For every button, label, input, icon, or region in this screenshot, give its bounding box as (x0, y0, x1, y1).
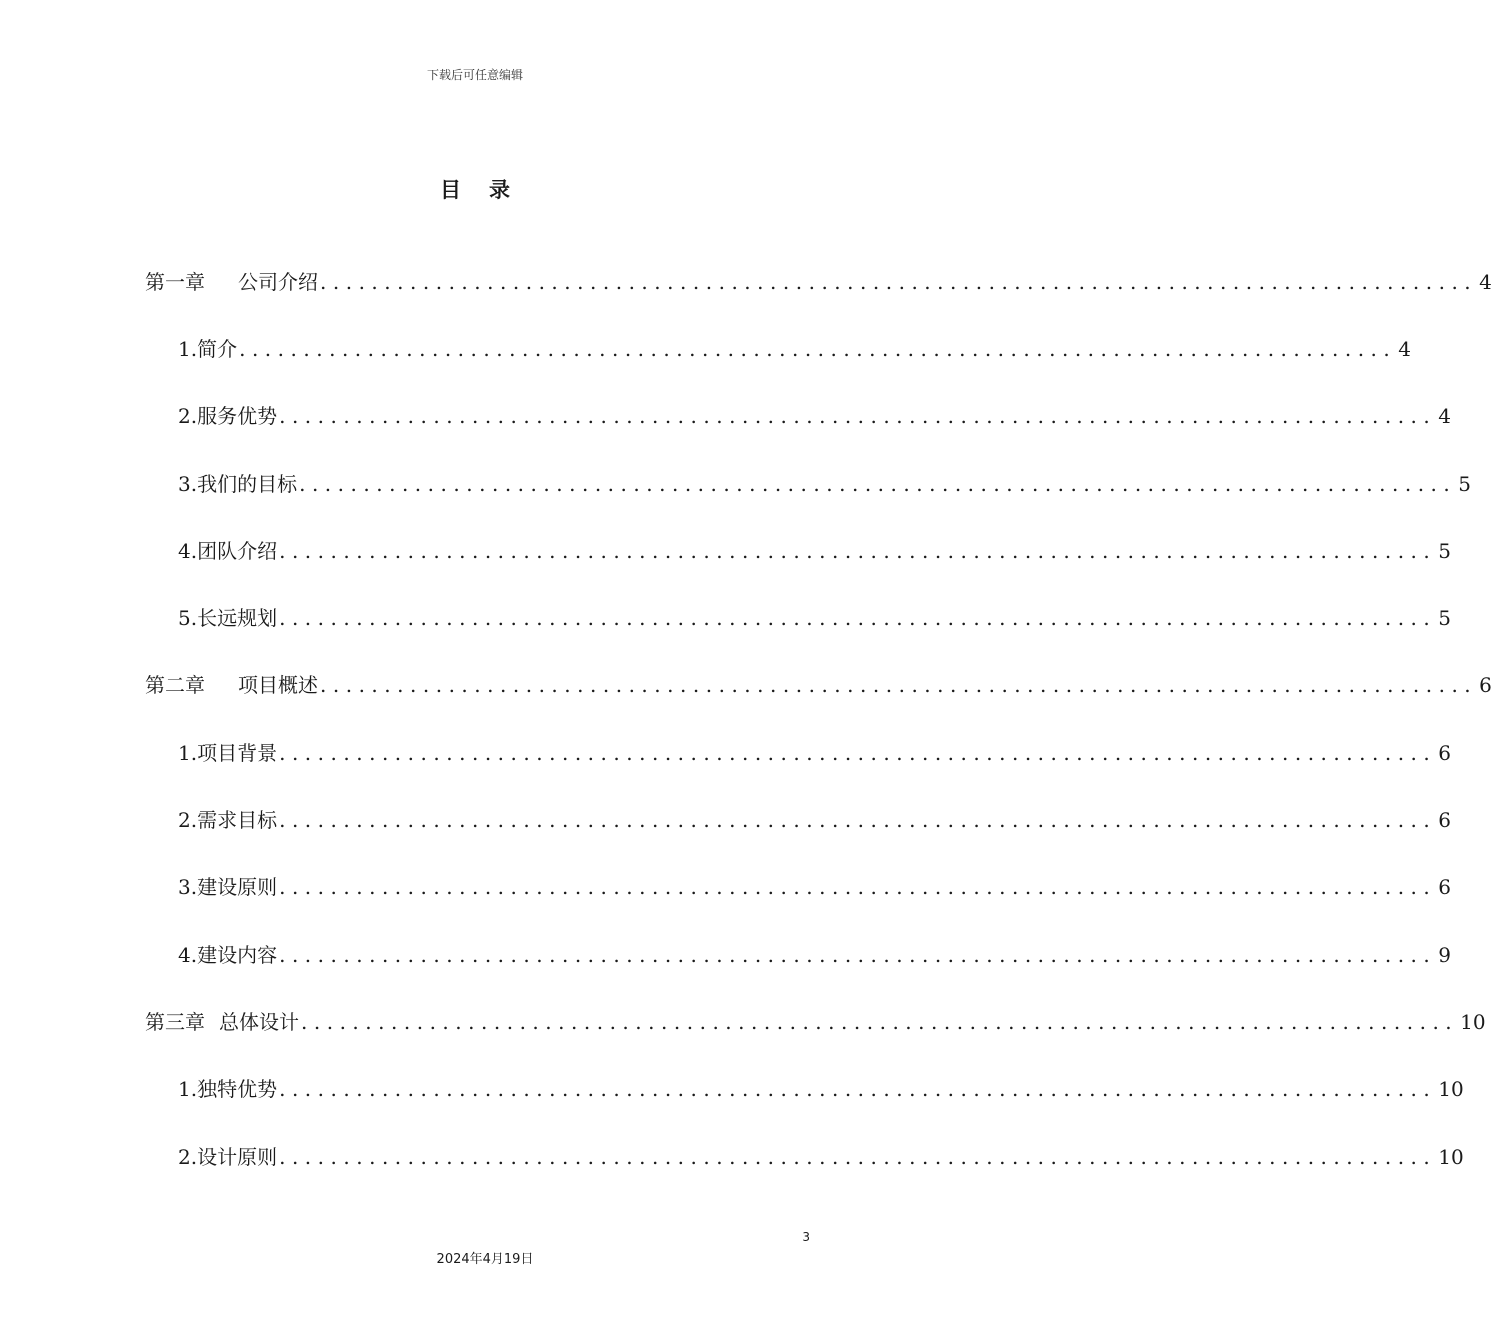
toc-label: 简介 (197, 336, 238, 361)
dot-leader: .......................................................................................... (279, 606, 1437, 631)
dot-leader: .......................................................................................... (301, 1009, 1459, 1034)
header-note: 下载后可任意编辑 (426, 68, 523, 82)
toc-chapter-2[interactable] (145, 652, 1492, 719)
section-number: 3. (178, 875, 198, 900)
dot-leader: .......................................................................................... (299, 471, 1457, 496)
toc-page-number: 4 (1479, 269, 1492, 294)
table-of-contents (145, 248, 1492, 1190)
footer-date: 2024年4月19日 (436, 1252, 534, 1267)
toc-label: 总体设计 (219, 1009, 299, 1034)
dot-leader: .......................................................................................... (279, 538, 1437, 563)
section-number: 2. (178, 1144, 198, 1169)
toc-label: 项目概述 (238, 673, 318, 698)
dot-leader: .......................................................................................... (279, 808, 1437, 833)
toc-page-number: 4 (1398, 336, 1411, 361)
toc-chapter-3[interactable] (145, 988, 1486, 1055)
toc-section[interactable] (145, 786, 1451, 853)
toc-section[interactable] (145, 921, 1451, 988)
dot-leader: .......................................................................................... (320, 269, 1478, 294)
toc-section[interactable] (145, 383, 1451, 450)
dot-leader: .......................................................................................... (279, 1144, 1437, 1169)
dot-leader: .......................................................................................... (279, 1077, 1437, 1102)
toc-label: 团队介绍 (197, 538, 278, 563)
toc-label: 设计原则 (197, 1144, 278, 1169)
toc-page-number: 6 (1438, 808, 1451, 833)
dot-leader: .......................................................................................... (279, 404, 1437, 429)
toc-label: 需求目标 (197, 808, 278, 833)
toc-page-number: 5 (1458, 471, 1471, 496)
dot-leader: .......................................................................................... (279, 875, 1437, 900)
dot-leader: .......................................................................................... (320, 673, 1478, 698)
toc-page-number: 10 (1460, 1009, 1486, 1034)
chapter-number: 第二章 (145, 673, 205, 698)
toc-page-number: 4 (1438, 404, 1451, 429)
section-number: 2. (178, 404, 198, 429)
toc-label: 我们的目标 (197, 471, 298, 496)
toc-page-number: 5 (1438, 606, 1451, 631)
dot-leader: .......................................................................................... (279, 740, 1437, 765)
toc-chapter-1[interactable] (145, 248, 1492, 315)
toc-section[interactable] (145, 1123, 1464, 1190)
section-number: 2. (178, 808, 198, 833)
toc-label: 长远规划 (197, 606, 278, 631)
toc-page-number: 6 (1479, 673, 1492, 698)
section-number: 4. (178, 942, 198, 967)
toc-page-number: 9 (1438, 942, 1451, 967)
toc-section[interactable] (145, 450, 1471, 517)
section-number: 3. (178, 471, 198, 496)
section-number: 1. (178, 740, 198, 765)
toc-section[interactable] (145, 315, 1411, 382)
dot-leader: .......................................................................................... (239, 336, 1397, 361)
toc-section[interactable] (145, 719, 1451, 786)
page-number: 3 (802, 1230, 810, 1244)
toc-page-number: 6 (1438, 875, 1451, 900)
chapter-number: 第一章 (145, 269, 205, 294)
toc-label: 建设原则 (197, 875, 278, 900)
toc-label: 公司介绍 (238, 269, 318, 294)
section-number: 4. (178, 538, 198, 563)
toc-section[interactable] (145, 584, 1451, 651)
toc-page-number: 5 (1438, 538, 1451, 563)
chapter-number: 第三章 (145, 1009, 205, 1034)
toc-title: 目录 (440, 178, 538, 202)
toc-label: 项目背景 (197, 740, 278, 765)
section-number: 1. (178, 1077, 198, 1102)
toc-label: 建设内容 (197, 942, 278, 967)
toc-label: 独特优势 (197, 1077, 278, 1102)
toc-page-number: 6 (1438, 740, 1451, 765)
toc-section[interactable] (145, 517, 1451, 584)
toc-page-number: 10 (1438, 1077, 1464, 1102)
section-number: 5. (178, 606, 198, 631)
section-number: 1. (178, 336, 198, 361)
toc-label: 服务优势 (197, 404, 278, 429)
toc-section[interactable] (145, 1056, 1464, 1123)
toc-section[interactable] (145, 854, 1451, 921)
dot-leader: .......................................................................................... (279, 942, 1437, 967)
toc-page-number: 10 (1438, 1144, 1464, 1169)
